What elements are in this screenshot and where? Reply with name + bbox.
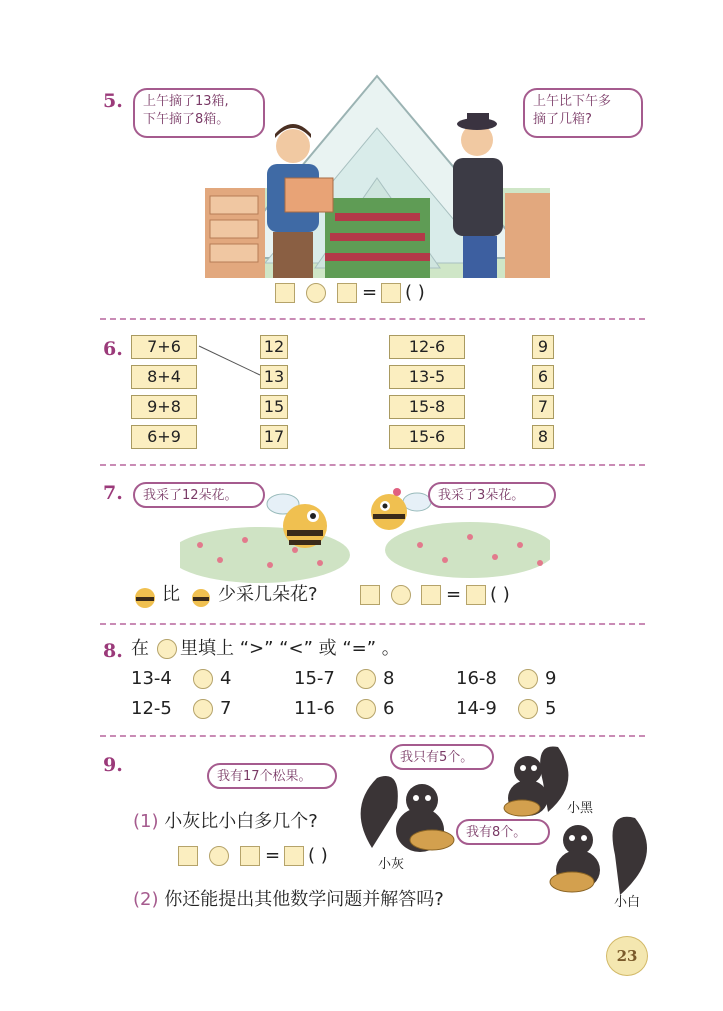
matching-line [197,340,263,380]
bubble-line: 上午比下午多 [533,94,612,109]
answer-card[interactable]: 17 [260,425,288,449]
question-5-number: 5. [103,90,123,112]
answer-card[interactable]: 15 [260,395,288,419]
answer-card[interactable]: 8 [532,425,554,449]
equals-sign: = [362,282,378,303]
answer-box[interactable] [466,585,486,605]
unit-paren[interactable]: ( ) [308,845,328,866]
compare-right: 7 [220,698,232,719]
answer-card[interactable]: 13 [260,365,288,389]
compare-left: 13-4 [131,668,172,689]
compare-right: 9 [545,668,557,689]
question-9-number: 9. [103,754,123,776]
sub-question-1-text: 小灰比小白多几个? [164,811,318,832]
compare-right: 6 [383,698,395,719]
question-7-number: 7. [103,482,123,504]
sub-question-2 [133,885,444,911]
page-number: 23 [606,936,648,976]
bubble-line: 上午摘了13箱, [143,94,229,109]
bee-right-icon [365,484,435,544]
compare-left: 11-6 [294,698,335,719]
white-squirrel-icon [540,810,660,900]
bee-left-icon [265,486,335,556]
speech-bubble-black-squirrel: 我只有5个。 [390,744,494,770]
section-divider [100,623,645,625]
operator-circle[interactable] [391,585,411,605]
sub-question-1-number: (1) [133,811,159,832]
sub-question-2-text: 你还能提出其他数学问题并解答吗? [164,889,444,910]
compare-circle[interactable] [356,699,376,719]
compare-circle[interactable] [356,669,376,689]
speech-bubble-left-farmer [133,88,265,138]
answer-box[interactable] [275,283,295,303]
compare-right: 4 [220,668,232,689]
question-8-number: 8. [103,640,123,662]
operator-circle[interactable] [306,283,326,303]
answer-box[interactable] [421,585,441,605]
answer-card[interactable]: 12 [260,335,288,359]
expr-card[interactable]: 15-8 [389,395,465,419]
unit-paren[interactable]: ( ) [405,282,425,303]
q8-instruction-pre: 在 [131,638,149,659]
bubble-line: 下午摘了8箱。 [143,112,230,127]
expr-card[interactable]: 6+9 [131,425,197,449]
answer-card[interactable]: 7 [532,395,554,419]
expr-card[interactable]: 15-6 [389,425,465,449]
section-divider [100,318,645,320]
compare-circle[interactable] [518,669,538,689]
expr-card[interactable]: 8+4 [131,365,197,389]
expr-card[interactable]: 12-6 [389,335,465,359]
answer-box[interactable] [284,846,304,866]
compare-right: 8 [383,668,395,689]
small-bee-icon [188,585,214,609]
section-divider [100,735,645,737]
expr-card[interactable]: 13-5 [389,365,465,389]
unit-paren[interactable]: ( ) [490,584,510,605]
question-7-compare-word: 比 [162,584,180,605]
equals-sign: = [265,845,281,866]
expr-card[interactable]: 9+8 [131,395,197,419]
speech-bubble-right-farmer [523,88,643,138]
speech-bubble-small-bee: 我采了3朵花。 [428,482,556,508]
compare-circle[interactable] [193,699,213,719]
speech-bubble-white-squirrel: 我有8个。 [456,819,550,845]
answer-box[interactable] [360,585,380,605]
squirrel-name-grey: 小灰 [378,857,405,872]
compare-circle[interactable] [193,669,213,689]
q8-instruction-post: 里填上 “>” “<” 或 “=” 。 [180,638,400,659]
example-circle [157,639,177,659]
compare-left: 12-5 [131,698,172,719]
equals-sign: = [446,584,462,605]
compare-left: 15-7 [294,668,335,689]
question-7-text: 少采几朵花? [218,584,318,605]
section-divider [100,464,645,466]
speech-bubble-big-bee: 我采了12朵花。 [133,482,265,508]
speech-bubble-grey-squirrel: 我有17个松果。 [207,763,337,789]
compare-left: 16-8 [456,668,497,689]
operator-circle[interactable] [209,846,229,866]
grey-squirrel-icon [352,768,462,858]
compare-left: 14-9 [456,698,497,719]
bubble-line: 摘了几箱? [533,112,592,127]
expr-card[interactable]: 7+6 [131,335,197,359]
answer-card[interactable]: 9 [532,335,554,359]
squirrel-name-white: 小白 [614,895,641,910]
answer-box[interactable] [178,846,198,866]
compare-circle[interactable] [518,699,538,719]
question-6-number: 6. [103,338,123,360]
answer-box[interactable] [240,846,260,866]
big-bee-icon [132,585,158,609]
sub-question-1 [133,807,318,833]
answer-box[interactable] [381,283,401,303]
compare-right: 5 [545,698,557,719]
answer-box[interactable] [337,283,357,303]
squirrel-name-black: 小黑 [567,801,594,816]
sub-question-2-number: (2) [133,889,159,910]
answer-card[interactable]: 6 [532,365,554,389]
